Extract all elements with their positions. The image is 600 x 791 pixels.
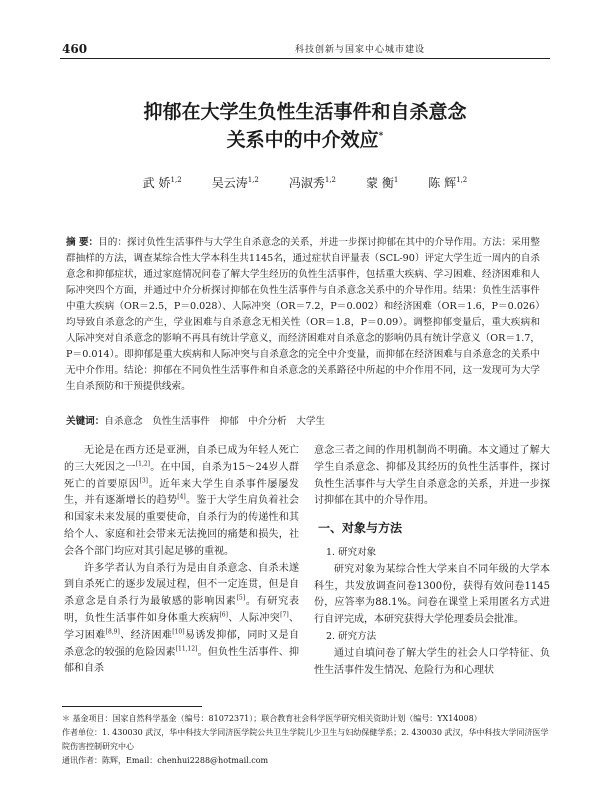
- paragraph: 无论是在西方还是亚洲，自杀已成为年轻人死亡的三大死因之一[1,2]。在中国，自杀为15～24岁人群死亡的首要原因[3]。近年来大学生自杀事件屡屡发生，并有逐渐增长的趋势[4]。鉴于大学生肩负着社会和国家未来发展的重要使命，自杀行为的传递性和其给个人、家庭和社会带来无法挽回的痛楚和损失，社会各个部门均应对其引起足够的重视。: [64, 445, 300, 557]
- paragraph: 通过自填问卷了解大学生的社会人口学特征、负性生活事件发生情况、危险行为和心理状: [314, 647, 550, 676]
- keywords: [66, 414, 540, 430]
- author-list: [60, 174, 550, 191]
- author: 吴云涛$^{1,2}$: [211, 176, 259, 190]
- title-footnote-mark: *: [378, 131, 384, 142]
- abstract-label: 摘 要：: [66, 237, 99, 248]
- paragraph: 研究对象为某综合性大学来自不同年级的大学本科生，共发放调查问卷1300份，获得有效问卷1145份，应答率为88.1%。问卷在课堂上采用匿名方式进行自评完成，本研究获得大学伦理委员会批准。: [314, 563, 550, 626]
- subsection-heading: 1. 研究对象: [326, 546, 377, 558]
- abstract: [66, 235, 540, 395]
- footnote-rule: [62, 706, 202, 707]
- author: 蒙 衡$^1$: [366, 176, 399, 190]
- running-title: 科技创新与国家中心城市建设: [294, 45, 425, 55]
- paragraph: 许多学者认为自杀行为是由自杀意念、自杀未遂到自杀死亡的逐步发展过程，但不一定连贯，但是自杀意念是自杀行为最敏感的影响因素[5]。有研究表明，负性生活事件如身体重大疾病[6]、人际冲突[7]、学习困难[8,9]、经济困难[10]易诱发抑郁，同时又是自杀意念的较强的危险因素[11,12]。但负性生活事件、抑郁和自杀: [64, 562, 300, 675]
- title-line-1: 抑郁在大学生负性生活事件和自杀意念: [143, 101, 467, 123]
- footnote: [62, 712, 552, 768]
- abstract-text: 目的：探讨负性生活事件与大学生自杀意念的关系，并进一步探讨抑郁在其中的介导作用。方法：采用整群抽样的方法，调查某综合性大学本科生共1145名，通过症状自评量表（SCL-90）评定大学生近一周内的自杀意念和抑郁症状，通过家庭情况问卷了解大学生经历的负性生活事件，包括重大疾病、学习困难、经济困难和人际冲突四个方面，并通过中介分析探讨抑郁在负性生活事件与自杀意念关系中的介导作用。结果：负性生活事件中重大疾病（OR＝2.5，P＝0.028）、人际冲突（OR＝7.2，P＝0.002）和经济困难（OR＝1.6，P＝0.026）均导致自杀意念的产生，学业困难与自杀意念无相关性（OR＝1.8，P＝0.09）。调整抑郁变量后，重大疾病和人际冲突对自杀意念的影响不再具有统计学意义，而经济困难对自杀意念的影响仍具有统计学意义（OR＝1.7，P＝0.014）。即抑郁是重大疾病和人际冲突与自杀意念的完全中介变量，而抑郁在经济困难与自杀意念的关系中无中介作用。结论：抑郁在不同负性生活事件和自杀意念的关系路径中所起的中介作用不同，这一发现可为大学生自杀预防和干预提供线索。: [66, 237, 540, 392]
- body-column-left: [64, 443, 299, 678]
- author: 冯淑秀$^{1,2}$: [288, 176, 336, 190]
- page-number: 460: [62, 42, 88, 56]
- author: 武 娇$^{1,2}$: [142, 176, 182, 190]
- header-rule: [60, 58, 550, 59]
- paragraph: 意念三者之间的作用机制尚不明确。本文通过了解大学生自杀意念、抑郁及其经历的负性生活事件，探讨负性生活事件与大学生自杀意念的关系，并进一步探讨抑郁在其中的介导作用。: [314, 445, 550, 507]
- body-column-right: [314, 443, 550, 679]
- footnote-funding: ＊ 基金项目：国家自然科学基金（编号：81072371）；联合教育社会科学医学研究相关资助计划（编号：YX14008）: [62, 714, 482, 723]
- keywords-text: 自杀意念 负性生活事件 抑郁 中介分析 大学生: [104, 416, 326, 427]
- title-line-2: 关系中的中介效应*: [226, 129, 384, 151]
- subsection-heading: 2. 研究方法: [326, 630, 377, 642]
- footnote-correspondence: 通讯作者：陈辉，Email：chenhui2288@hotmail.com: [62, 756, 269, 765]
- keywords-label: 关键词：: [66, 416, 105, 427]
- article-title: [60, 98, 550, 154]
- author: 陈 辉$^{1,2}$: [428, 176, 468, 190]
- footnote-affiliation: 作者单位：1. 430030 武汉，华中科技大学同济医学院公共卫生学院儿少卫生与妇幼保健学系；2. 430030 武汉，华中科技大学同济医学院伤害控制研究中心: [62, 728, 549, 751]
- section-heading: 一、对象与方法: [318, 521, 403, 536]
